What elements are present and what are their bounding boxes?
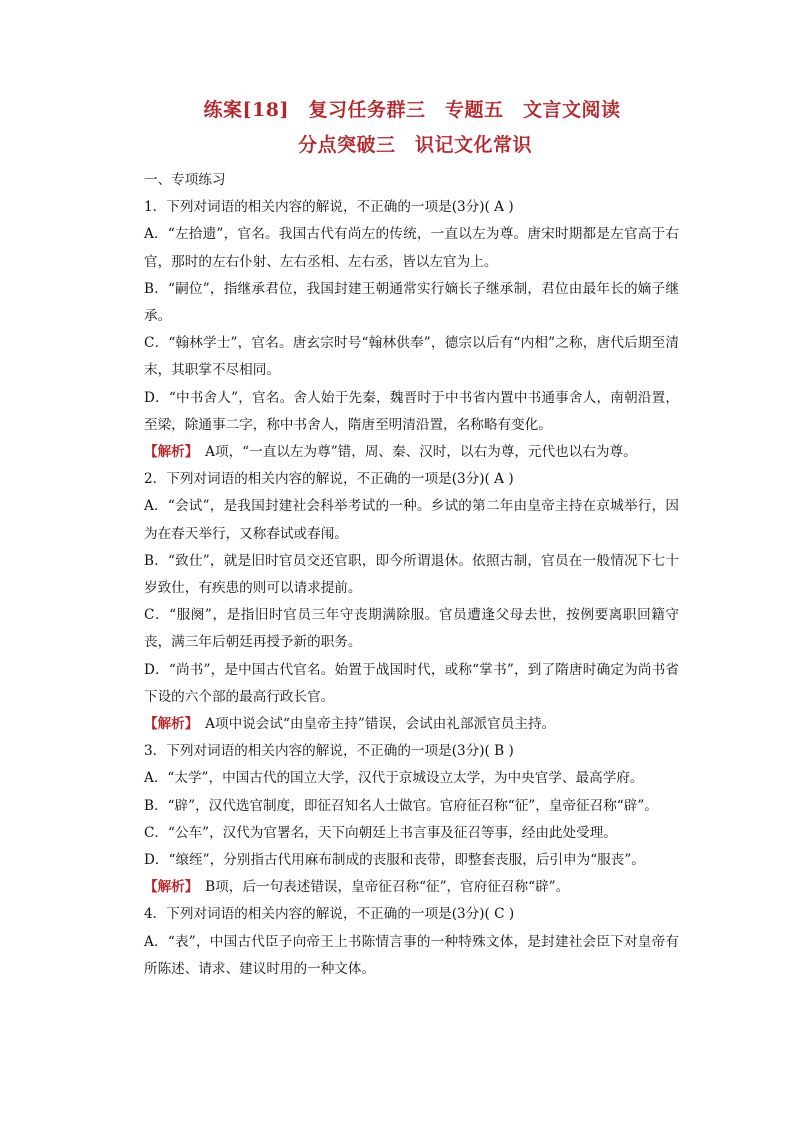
analysis-text: B项，后一句表述错误，皇帝征召称“征”，官府征召称“辟”。 bbox=[191, 879, 570, 896]
question-2-option-b: B．“致仕”，就是旧时官员交还官职，即今所谓退休。依照古制，官员在一般情况下七十岁致仕，有疾患的则可以请求提前。 bbox=[144, 552, 679, 597]
question-2-option-a: A．“会试”，是我国封建社会科举考试的一种。乡试的第二年由皇帝主持在京城举行，因为在春天举行，又称春试或春闱。 bbox=[144, 498, 679, 542]
question-2-option-d: D．“尚书”，是中国古代官名。始置于战国时代，或称“掌书”，到了隋唐时确定为尚书省下设的六个部的最高行政长官。 bbox=[144, 661, 679, 705]
document-body bbox=[144, 167, 679, 983]
question-3-stem: 3．下列对词语的相关内容的解说，不正确的一项是(3分)( B ) bbox=[144, 743, 514, 760]
question-4-stem: 4．下列对词语的相关内容的解说，不正确的一项是(3分)( C ) bbox=[144, 906, 515, 923]
question-1-option-d: D．“中书舍人”，官名。舍人始于先秦，魏晋时于中书省内置中书通事舍人，南朝沿置，至梁，除通事二字，称中书舍人，隋唐至明清沿置，名称略有变化。 bbox=[144, 389, 679, 433]
question-1-option-a: A．“左拾遗”，官名。我国古代有尚左的传统，一直以左为尊。唐宋时期都是左官高于右官，那时的左右仆射、左右丞相、左右丞，皆以左官为上。 bbox=[144, 226, 679, 270]
question-2-option-c: C．“服阕”，是指旧时官员三年守丧期满除服。官员遭逢父母去世，按例要离职回籍守丧，满三年后朝廷再授予新的职务。 bbox=[144, 607, 679, 651]
question-3-option-a: A．“太学”，中国古代的国立大学，汉代于京城设立太学，为中央官学、最高学府。 bbox=[144, 770, 644, 787]
analysis-text: A项，“一直以左为尊”错，周、秦、汉时，以右为尊，元代也以右为尊。 bbox=[191, 444, 637, 461]
question-3-option-d: D．“缞绖”，分别指古代用麻布制成的丧服和丧带，即整套丧服，后引申为“服丧”。 bbox=[144, 852, 645, 869]
analysis-label: 【解析】 bbox=[144, 444, 192, 461]
question-2-analysis bbox=[144, 711, 679, 738]
question-4-option-a: A．“表”，中国古代臣子向帝王上书陈情言事的一种特殊文体，是封建社会臣下对皇帝有所陈述、请求、建议时用的一种文体。 bbox=[144, 933, 679, 977]
question-1-option-b: B．“嗣位”，指继承君位，我国封建王朝通常实行嫡长子继承制，君位由最年长的嫡子继承。 bbox=[144, 280, 679, 325]
question-3-option-b: B．“辟”，汉代选官制度，即征召知名人士做官。官府征召称“征”，皇帝征召称“辟”。 bbox=[144, 797, 658, 814]
question-1-option-c: C．“翰林学士”，官名。唐玄宗时号“翰林供奉”，德宗以后有“内相”之称，唐代后期至清末，其职掌不尽相同。 bbox=[144, 335, 679, 379]
question-1-analysis bbox=[144, 439, 679, 466]
question-2-stem: 2．下列对词语的相关内容的解说，不正确的一项是(3分)( A ) bbox=[144, 471, 514, 488]
page-subtitle: 分点突破三 识记文化常识 bbox=[297, 134, 532, 156]
question-3-analysis bbox=[144, 874, 679, 901]
analysis-text: A项中说会试“由皇帝主持”错误，会试由礼部派官员主持。 bbox=[191, 716, 556, 733]
question-3-option-c: C．“公车”，汉代为官署名，天下向朝廷上书言事及征召等事，经由此处受理。 bbox=[144, 824, 617, 841]
analysis-label: 【解析】 bbox=[144, 879, 192, 896]
section-heading: 一、专项练习 bbox=[144, 172, 226, 188]
page-title: 练案[18] 复习任务群三 专题五 文言文阅读 bbox=[203, 99, 621, 121]
analysis-label: 【解析】 bbox=[144, 716, 192, 733]
question-1-stem: 1．下列对词语的相关内容的解说，不正确的一项是(3分)( A ) bbox=[144, 199, 514, 216]
